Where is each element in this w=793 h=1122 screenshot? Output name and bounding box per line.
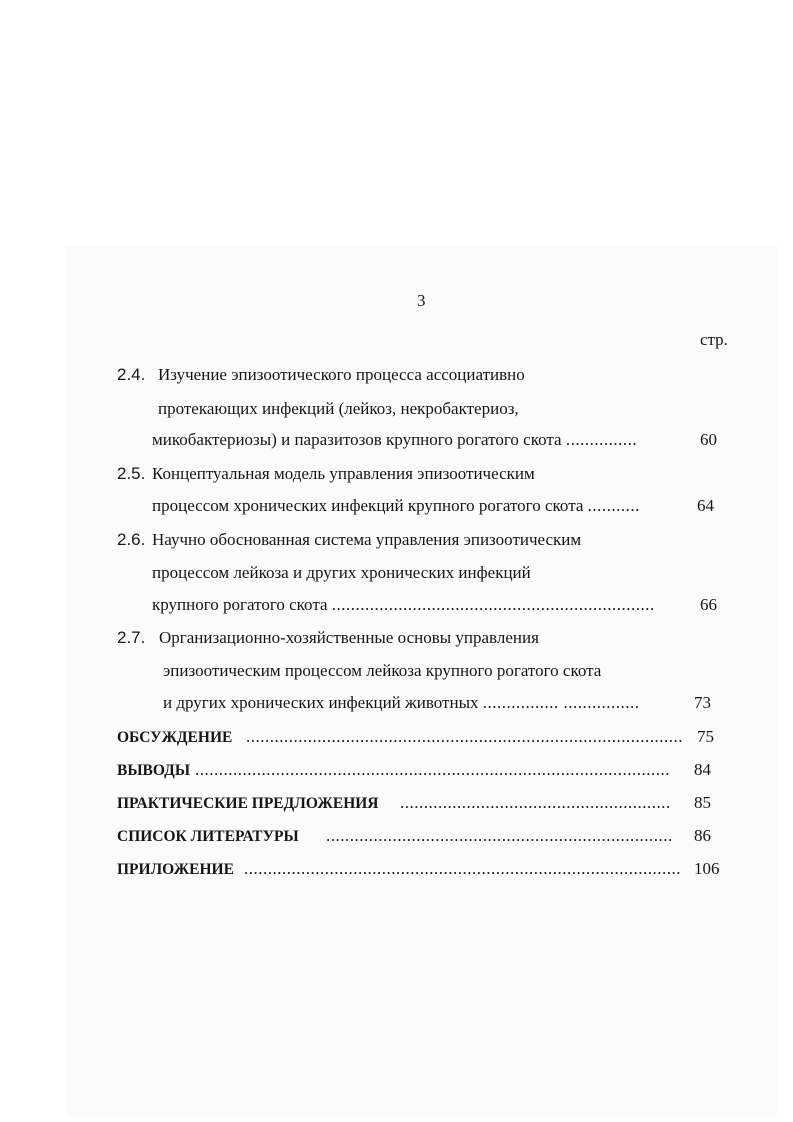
toc-entry-number: 2.7. (117, 628, 146, 647)
dot-leader: ......................................................... (400, 793, 671, 812)
toc-section-title: ОБСУЖДЕНИЕ (117, 729, 233, 746)
toc-page-number: 106 (694, 859, 720, 878)
dot-leader: ......................................................................... (326, 826, 673, 845)
toc-entry-line: Концептуальная модель управления эпизоотическим (152, 464, 535, 483)
toc-entry-line: протекающих инфекций (лейкоз, некробактериоз, (158, 399, 519, 418)
dot-leader: .................................................................... (331, 595, 655, 614)
toc-entry-line: эпизоотическим процессом лейкоза крупного рогатого скота (163, 661, 602, 680)
toc-entry-line: Организационно-хозяйственные основы управления (159, 628, 539, 647)
toc-page-number: 64 (697, 496, 714, 515)
dot-leader: ................ ................ (482, 693, 640, 712)
toc-page-number: 85 (694, 793, 711, 812)
page-column-label: стр. (700, 330, 728, 349)
toc-page-number: 86 (694, 826, 711, 845)
toc-section-title: ВЫВОДЫ (117, 762, 191, 779)
dot-leader: ............... (565, 430, 638, 449)
dot-leader: ............................................................................................ (244, 859, 681, 878)
toc-page-number: 60 (700, 430, 717, 449)
toc-entry-number: 2.5. (117, 464, 146, 483)
page-number: 3 (417, 291, 426, 310)
dot-leader: ............................................................................................ (246, 727, 683, 746)
dot-leader: ........... (587, 496, 640, 515)
toc-entry-number: 2.4. (117, 365, 146, 384)
toc-entry-line: и других хронических инфекций животных ................ ................ (163, 693, 640, 712)
toc-page-number: 75 (697, 727, 714, 746)
toc-entry-number: 2.6. (117, 530, 146, 549)
toc-section-title: ПРИЛОЖЕНИЕ (117, 861, 234, 878)
toc-page-number: 66 (700, 595, 717, 614)
dot-leader: .................................................................................................... (195, 760, 670, 779)
toc-entry-line: крупного рогатого скота .................................................................... (152, 595, 655, 614)
toc-page-number: 73 (694, 693, 711, 712)
toc-entry-line: микобактериозы) и паразитозов крупного рогатого скота ............... (152, 430, 638, 449)
toc-page-number: 84 (694, 760, 711, 779)
toc-entry-line: процессом хронических инфекций крупного рогатого скота ........... (152, 496, 640, 515)
toc-section-title: ПРАКТИЧЕСКИЕ ПРЕДЛОЖЕНИЯ (117, 795, 379, 812)
toc-entry-line: Научно обоснованная система управления эпизоотическим (152, 530, 582, 549)
toc-entry-line: процессом лейкоза и других хронических инфекций (152, 563, 531, 582)
toc-entry-line: Изучение эпизоотического процесса ассоциативно (158, 365, 525, 384)
toc-section-title: СПИСОК ЛИТЕРАТУРЫ (117, 828, 299, 845)
